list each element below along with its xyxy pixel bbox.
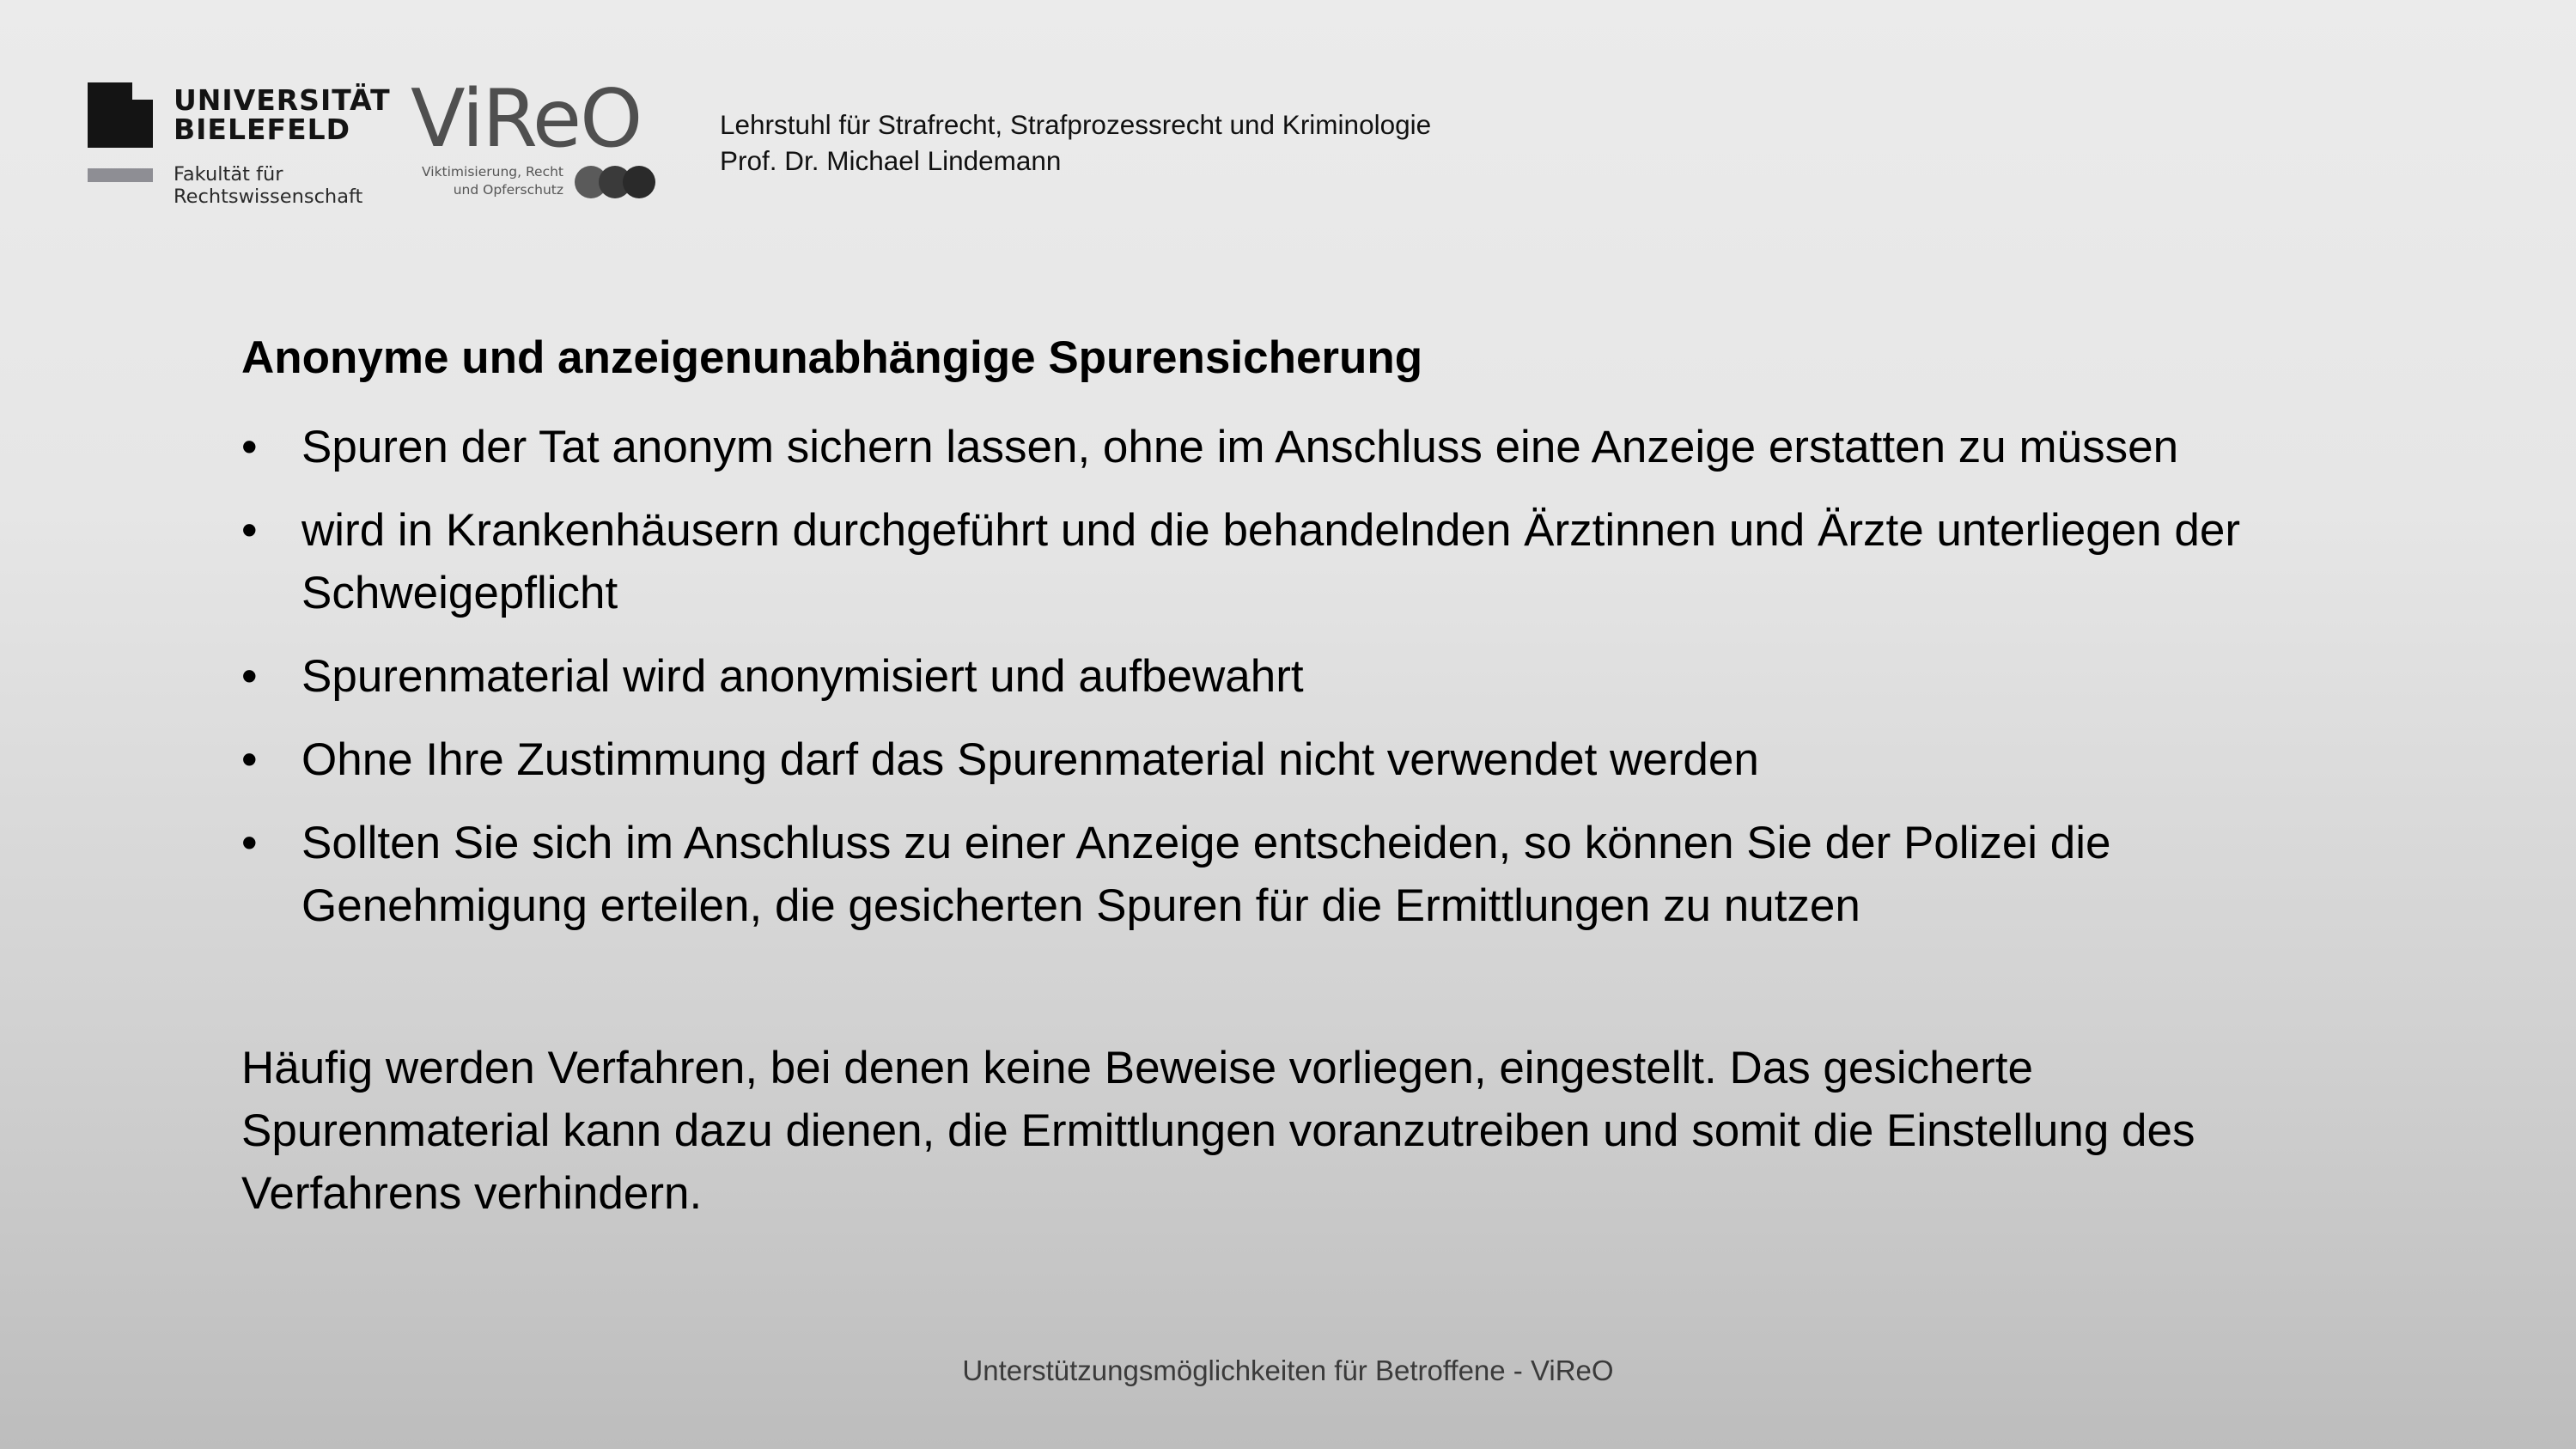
slide-footer: Unterstützungsmöglichkeiten für Betroffene - ViReO bbox=[962, 1355, 1614, 1386]
university-bielefeld-logo bbox=[88, 82, 391, 211]
university-logo-bar bbox=[88, 168, 153, 182]
professor-name: Prof. Dr. Michael Lindemann bbox=[720, 145, 1062, 176]
vireo-logo bbox=[411, 72, 668, 215]
bullet-icon: • bbox=[241, 422, 258, 472]
bullet-item bbox=[241, 499, 2354, 624]
vireo-dots-icon bbox=[572, 163, 658, 201]
bullet-item bbox=[241, 645, 2354, 708]
bullet-icon: • bbox=[241, 651, 258, 702]
bullet-icon: • bbox=[241, 734, 258, 785]
bullet-text: Ohne Ihre Zustimmung darf das Spurenmaterial nicht verwendet werden bbox=[301, 734, 1759, 785]
bullet-text: Spuren der Tat anonym sichern lassen, ohne im Anschluss eine Anzeige erstatten zu müssen bbox=[301, 422, 2179, 472]
chair-info bbox=[720, 107, 1431, 179]
vireo-wordmark: ViReO bbox=[411, 72, 642, 165]
bullet-text: wird in Krankenhäusern durchgeführt und die behandelnden Ärztinnen und Ärzte unterliegen der Schweigepflicht bbox=[301, 505, 2240, 618]
bullet-text: Sollten Sie sich im Anschluss zu einer Anzeige entscheiden, so können Sie der Polizei die Genehmigung erteilen, die gesicherten Spuren für die Ermittlungen zu nutzen bbox=[301, 818, 2111, 931]
bullet-icon: • bbox=[241, 505, 258, 556]
summary-paragraph: Häufig werden Verfahren, bei denen keine Beweise vorliegen, eingestellt. Das gesicherte Spurenmaterial kann dazu dienen, die Ermittlungen voranzutreiben und somit die Einstellung des Verfahrens verhindern. bbox=[241, 1043, 2195, 1219]
faculty-name: Fakultät für Rechtswissenschaft bbox=[174, 163, 363, 208]
university-name: UNIVERSITÄT BIELEFELD bbox=[174, 83, 391, 146]
bullet-icon: • bbox=[241, 818, 258, 868]
vireo-tagline: Viktimisierung, Recht und Opferschutz bbox=[422, 164, 563, 198]
bullet-text: Spurenmaterial wird anonymisiert und aufbewahrt bbox=[301, 651, 1304, 702]
slide-heading: Anonyme und anzeigenunabhängige Spurensicherung bbox=[241, 332, 1423, 383]
chair-name: Lehrstuhl für Strafrecht, Strafprozessrecht und Kriminologie bbox=[720, 109, 1432, 140]
bullet-item bbox=[241, 812, 2354, 937]
bullet-list bbox=[241, 416, 2354, 958]
bullet-item bbox=[241, 416, 2354, 478]
university-logo-mark-icon bbox=[88, 82, 153, 148]
bullet-item bbox=[241, 728, 2354, 791]
